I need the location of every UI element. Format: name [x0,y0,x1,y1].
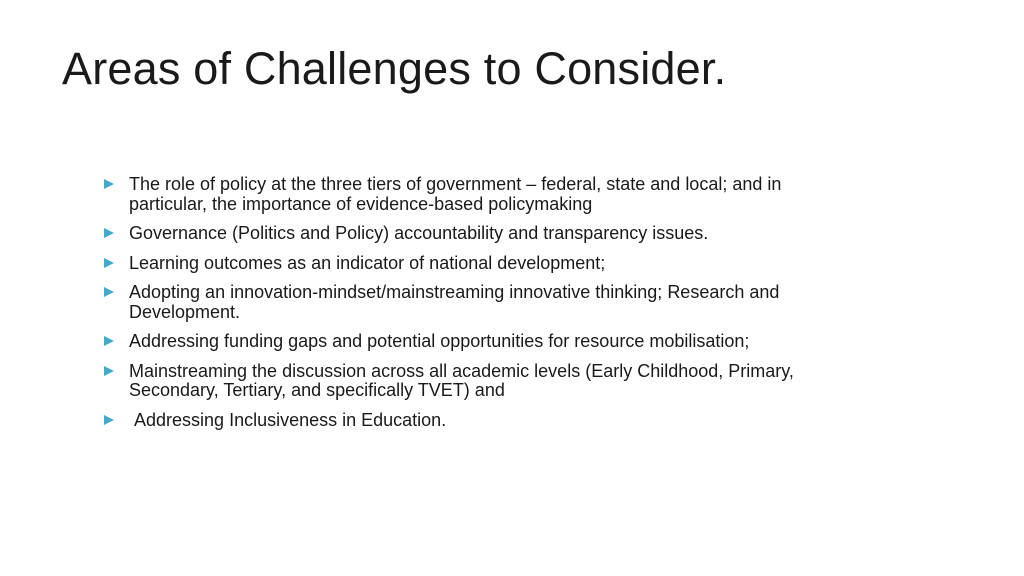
bullet-text: Adopting an innovation-mindset/mainstreaming innovative thinking; Research and Development. [129,282,785,322]
bullet-item [102,283,822,322]
triangle-right-icon [104,415,114,425]
bullet-text: Addressing funding gaps and potential opportunities for resource mobilisation; [129,331,750,351]
bullet-item [102,175,822,214]
bullet-text: The role of policy at the three tiers of government – federal, state and local; and in particular, the importance of evidence-based policymaking [129,174,787,214]
bullet-item [102,411,822,431]
bullet-item [102,332,822,352]
triangle-right-icon [104,366,114,376]
triangle-right-icon [104,258,114,268]
bullet-text: Governance (Politics and Policy) accountability and transparency issues. [129,223,709,243]
bullet-text: Mainstreaming the discussion across all academic levels (Early Childhood, Primary, Secondary, Tertiary, and specifically TVET) and [129,360,799,400]
triangle-right-icon [104,336,114,346]
triangle-right-icon [104,287,114,297]
bullet-text: Addressing Inclusiveness in Education. [129,409,447,430]
bullet-item [102,224,822,244]
bullet-list [102,175,822,440]
bullet-text: Learning outcomes as an indicator of national development; [129,252,606,273]
slide-title: Areas of Challenges to Consider. [62,43,727,94]
triangle-right-icon [104,228,114,238]
bullet-item [102,254,822,274]
triangle-right-icon [104,179,114,189]
bullet-item [102,362,822,401]
